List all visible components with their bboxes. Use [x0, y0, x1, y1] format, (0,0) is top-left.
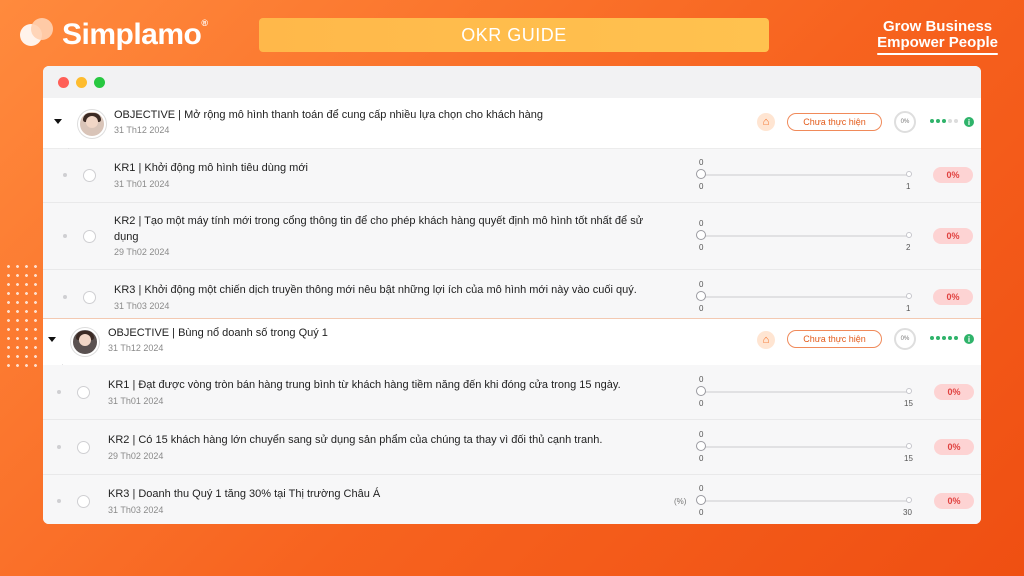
kr-track-end	[906, 388, 912, 394]
objective-date: 31 Th12 2024	[114, 125, 170, 135]
kr-start-value: 0	[699, 454, 704, 463]
kr-check-radio[interactable]	[83, 169, 96, 182]
kr-start-value: 0	[699, 399, 704, 408]
kr-percent-badge: 0%	[934, 384, 974, 400]
kr-start-value: 0	[699, 508, 704, 517]
kr-progress-track	[703, 174, 909, 176]
tagline	[877, 19, 998, 55]
kr-current-value: 0	[699, 430, 704, 439]
kr-unit-label: (%)	[674, 497, 687, 506]
kr-date: 31 Th03 2024	[114, 301, 170, 311]
collapse-caret-icon[interactable]	[54, 119, 62, 124]
kr-current-value: 0	[699, 484, 704, 493]
status-button[interactable]: Chưa thực hiện	[787, 113, 882, 131]
kr-percent-badge: 0%	[933, 289, 973, 305]
kr-check-radio[interactable]	[83, 230, 96, 243]
key-result-row[interactable]	[43, 365, 981, 420]
kr-track-end	[906, 497, 912, 503]
objective-row[interactable]	[43, 318, 981, 366]
progress-ring: 0%	[894, 328, 916, 350]
kr-check-radio[interactable]	[77, 495, 90, 508]
progress-dots	[930, 119, 958, 123]
tree-bullet	[63, 295, 67, 299]
key-result-row[interactable]	[43, 149, 981, 203]
kr-progress-track	[703, 391, 909, 393]
okr-guide-banner: OKR GUIDE	[259, 18, 769, 52]
kr-progress-knob[interactable]	[696, 169, 706, 179]
kr-track-end	[906, 293, 912, 299]
kr-progress-track	[703, 296, 909, 298]
kr-target-value: 30	[903, 508, 912, 517]
kr-progress-track	[703, 500, 909, 502]
kr-date: 31 Th03 2024	[108, 505, 164, 515]
kr-date: 31 Th01 2024	[108, 396, 164, 406]
progress-dots	[930, 336, 958, 340]
kr-track-end	[906, 171, 912, 177]
kr-current-value: 0	[699, 219, 704, 228]
kr-check-radio[interactable]	[77, 386, 90, 399]
kr-current-value: 0	[699, 158, 704, 167]
status-button[interactable]: Chưa thực hiện	[787, 330, 882, 348]
key-result-row[interactable]	[43, 203, 981, 270]
progress-ring: 0%	[894, 111, 916, 133]
kr-start-value: 0	[699, 243, 704, 252]
kr-progress-knob[interactable]	[696, 230, 706, 240]
logo-icon	[20, 18, 54, 52]
window-titlebar	[43, 66, 981, 98]
home-icon[interactable]: ⌂	[757, 113, 775, 131]
tree-bullet	[57, 390, 61, 394]
avatar	[71, 328, 99, 356]
maximize-window-button[interactable]	[94, 77, 105, 88]
kr-percent-badge: 0%	[933, 167, 973, 183]
tree-bullet	[63, 173, 67, 177]
kr-progress-track	[703, 235, 909, 237]
kr-date: 29 Th02 2024	[108, 451, 164, 461]
kr-check-radio[interactable]	[83, 291, 96, 304]
key-result-row[interactable]	[43, 475, 981, 524]
app-window	[43, 66, 981, 524]
tagline-line-2: Empower People	[877, 34, 998, 51]
close-window-button[interactable]	[58, 77, 69, 88]
kr-target-value: 15	[904, 399, 913, 408]
brand-logo	[20, 18, 208, 52]
info-icon[interactable]: i	[964, 117, 974, 127]
kr-track-end	[906, 443, 912, 449]
kr-start-value: 0	[699, 182, 704, 191]
kr-target-value: 1	[906, 182, 911, 191]
kr-percent-badge: 0%	[934, 439, 974, 455]
kr-current-value: 0	[699, 280, 704, 289]
kr-date: 29 Th02 2024	[114, 247, 170, 257]
key-result-row[interactable]	[43, 270, 981, 319]
kr-track-end	[906, 232, 912, 238]
tagline-underline	[877, 53, 998, 55]
objective-date: 31 Th12 2024	[108, 343, 164, 353]
collapse-caret-icon[interactable]	[48, 337, 56, 342]
brand-name: Simplamo®	[62, 18, 208, 51]
kr-title[interactable]: KR1 | Đạt được vòng tròn bán hàng trung bình từ khách hàng tiềm năng đến khi đóng cửa trong 15 ngày.	[108, 379, 621, 391]
kr-progress-knob[interactable]	[696, 441, 706, 451]
tree-bullet	[57, 445, 61, 449]
kr-date: 31 Th01 2024	[114, 179, 170, 189]
kr-title[interactable]: KR3 | Doanh thu Quý 1 tăng 30% tại Thị trường Châu Á	[108, 488, 381, 500]
kr-target-value: 2	[906, 243, 911, 252]
kr-current-value: 0	[699, 375, 704, 384]
key-result-row[interactable]	[43, 420, 981, 475]
tree-bullet	[63, 234, 67, 238]
objective-title[interactable]: OBJECTIVE | Bùng nổ doanh số trong Quý 1	[108, 327, 328, 339]
avatar	[78, 110, 106, 138]
tagline-line-1: Grow Business	[882, 18, 993, 35]
kr-progress-knob[interactable]	[696, 291, 706, 301]
kr-title[interactable]: KR2 | Tạo một máy tính mới trong cổng thông tin để cho phép khách hàng quyết định mô hình tốt nhất để sử dụng	[114, 215, 644, 243]
kr-progress-knob[interactable]	[696, 386, 706, 396]
kr-progress-knob[interactable]	[696, 495, 706, 505]
kr-percent-badge: 0%	[934, 493, 974, 509]
kr-start-value: 0	[699, 304, 704, 313]
kr-target-value: 15	[904, 454, 913, 463]
objective-row[interactable]	[43, 98, 981, 149]
decorative-dot-pattern	[4, 262, 48, 372]
kr-percent-badge: 0%	[933, 228, 973, 244]
kr-progress-track	[703, 446, 909, 448]
kr-check-radio[interactable]	[77, 441, 90, 454]
tree-bullet	[57, 499, 61, 503]
kr-title[interactable]: KR3 | Khởi động một chiến dịch truyền thông mới nêu bật những lợi ích của mô hình mới này vào cuối quý.	[114, 284, 637, 296]
objective-title[interactable]: OBJECTIVE | Mở rộng mô hình thanh toán để cung cấp nhiều lựa chọn cho khách hàng	[114, 109, 543, 121]
info-icon[interactable]: i	[964, 334, 974, 344]
kr-target-value: 1	[906, 304, 911, 313]
minimize-window-button[interactable]	[76, 77, 87, 88]
home-icon[interactable]: ⌂	[757, 331, 775, 349]
kr-title[interactable]: KR1 | Khởi động mô hình tiêu dùng mới	[114, 162, 309, 174]
kr-title[interactable]: KR2 | Có 15 khách hàng lớn chuyển sang sử dụng sản phẩm của chúng ta thay vì đối thủ cạnh tranh.	[108, 434, 603, 446]
